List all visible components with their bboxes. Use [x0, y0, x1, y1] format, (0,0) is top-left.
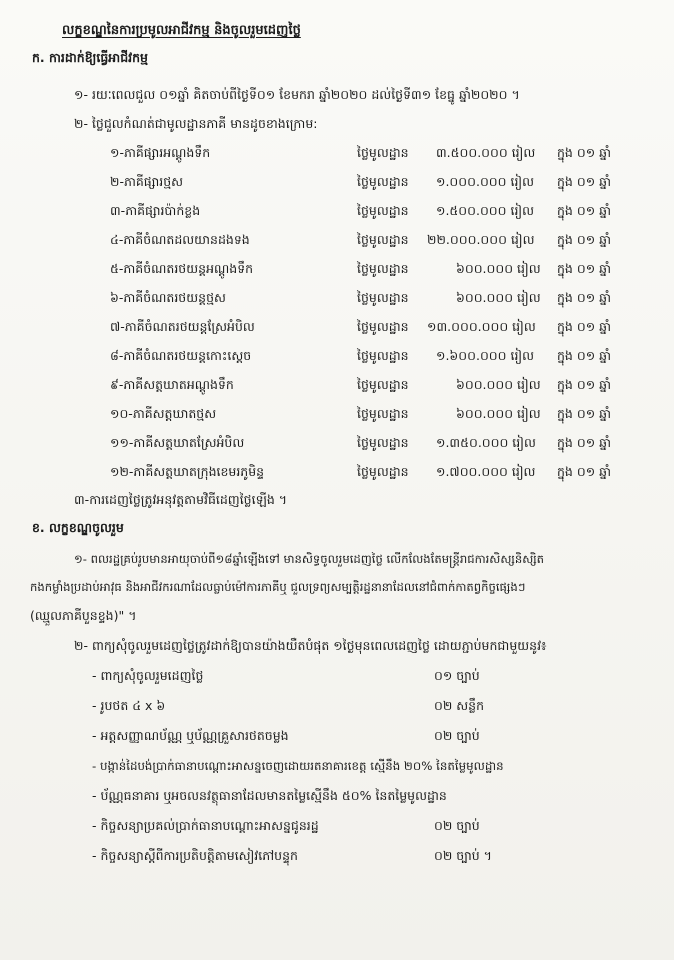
fee-row-period: ក្នុង ០១ ឆ្នាំ — [557, 435, 612, 450]
section-a-item-3: ៣-ការដេញថ្លៃត្រូវអនុវត្តតាមវិធីដេញថ្លៃឡើង ។ — [74, 492, 288, 507]
fee-row — [0, 435, 674, 459]
fee-row-name: ៨-ភាគីចំណតរថយន្តកោះស្តេច — [110, 348, 252, 363]
section-a-item-1: ១- រយៈពេលជួល ០១ឆ្នាំ គិតចាប់ពីថ្ងៃទី០១ ខែមករា ឆ្នាំ២០២០ ដល់ថ្ងៃទី៣១ ខែធ្នូ ឆ្នាំ២០២០ ។ — [74, 87, 520, 102]
fee-row-base-label: ថ្លៃមូលដ្ឋាន — [357, 319, 409, 334]
fee-row — [0, 406, 674, 430]
fee-row — [0, 290, 674, 314]
fee-row-amount: ១.៦០០.០០០ រៀល — [436, 348, 535, 363]
fee-row-base-label: ថ្លៃមូលដ្ឋាន — [357, 377, 409, 392]
fee-row-amount: ១.៣៥០.០០០ រៀល — [436, 435, 536, 450]
requirement-quantity: ០២ ច្បាប់ — [434, 818, 480, 833]
fee-row-period: ក្នុង ០១ ឆ្នាំ — [557, 348, 612, 363]
fee-row-base-label: ថ្លៃមូលដ្ឋាន — [357, 464, 409, 479]
fee-row — [0, 377, 674, 401]
fee-row-period: ក្នុង ០១ ឆ្នាំ — [557, 232, 612, 247]
document-title: លក្ខខណ្ឌនៃការប្រមូលអាជីវកម្ម និងចូលរួមដេញថ្លៃ — [62, 23, 301, 38]
fee-row-name: ១-ភាគីផ្សារអណ្តូងទឹក — [110, 145, 211, 160]
requirement-name: - អត្តសញ្ញាណប័ណ្ណ ឬប័ណ្ណគ្រួសារថតចម្លង — [92, 728, 289, 743]
fee-row — [0, 261, 674, 285]
fee-row-base-label: ថ្លៃមូលដ្ឋាន — [357, 203, 409, 218]
requirement-quantity: ០២ ច្បាប់ — [434, 728, 480, 743]
fee-row — [0, 232, 674, 256]
section-b-item-1-line-1: ១- ពលរដ្ឋគ្រប់រូបមានអាយុចាប់ពី១៨ឆ្នាំឡើងទៅ មានសិទ្ធចូលរួមដេញថ្លៃ លើកលែងតែមន្ត្រីរាជការសិស្សនិស្សិត — [74, 552, 545, 566]
requirement-name: - កិច្ចសន្យាប្រគល់ប្រាក់ធានាបណ្តោះអាសន្នជូនរដ្ឋ — [92, 818, 319, 833]
section-a-heading: ក. ការដាក់ឱ្យធ្វើអាជីវកម្ម — [32, 50, 148, 65]
requirement-item — [0, 728, 674, 752]
fee-row-amount: ៦០០.០០០ រៀល — [456, 261, 541, 276]
fee-row-name: ១២-ភាគីសត្តឃាតក្រុងខេមរភូមិន្ទ — [110, 464, 265, 479]
section-b-item-1-line-2: កងកម្លាំងប្រដាប់អាវុធ និងអាជីវករណាដែលធ្លាប់ម៉ៅការភាគីឬ ជួលទ្រព្យសម្បត្តិរដ្ឋនានាដែលនៅជំពាក់កាតព្វកិច្ចផ្សេងៗ — [30, 580, 526, 594]
fee-row-period: ក្នុង ០១ ឆ្នាំ — [557, 377, 612, 392]
fee-row-name: ១១-ភាគីសត្តឃាតស្រែអំបិល — [110, 435, 245, 450]
requirement-name: - កិច្ចសន្យាស្តីពីការប្រតិបត្តិតាមសៀវភៅបន្ទុក — [92, 848, 298, 863]
fee-row-base-label: ថ្លៃមូលដ្ឋាន — [357, 348, 409, 363]
requirement-quantity: ០២ សន្លឹក — [434, 698, 485, 713]
requirement-name: - រូបថត ៤ x ៦ — [92, 698, 166, 713]
fee-row-period: ក្នុង ០១ ឆ្នាំ — [557, 203, 612, 218]
section-b-item-2: ២- ពាក្យសុំចូលរួមដេញថ្លៃត្រូវដាក់ឱ្យបានយ៉ាងយឺតបំផុត ១ថ្ងៃមុនពេលដេញថ្លៃ ដោយភ្ជាប់មកជាមួយនូវ៖ — [74, 638, 547, 653]
fee-row — [0, 319, 674, 343]
requirement-item — [0, 698, 674, 722]
requirement-item — [0, 758, 674, 782]
requirement-name: - បង្កាន់ដៃបង់ប្រាក់ធានាបណ្តោះអាសន្នចេញដោយរតនាគារខេត្ត ស្មើនឹង ២០% នៃតម្លៃមូលដ្ឋាន — [92, 759, 504, 773]
requirement-name: - ពាក្យសុំចូលរួមដេញថ្លៃ — [92, 668, 204, 683]
fee-row-base-label: ថ្លៃមូលដ្ឋាន — [357, 261, 409, 276]
section-b-heading: ខ. លក្ខខណ្ឌចូលរួម — [32, 520, 124, 535]
fee-row-name: ២-ភាគីផ្សារថ្មស — [110, 174, 184, 189]
fee-row-amount: ១៣.០០០.០០០ រៀល — [427, 319, 536, 334]
fee-row-amount: ២២.០០០.០០០ រៀល — [427, 232, 535, 247]
fee-row-name: ៥-ភាគីចំណតរថយន្តអណ្តូងទឹក — [110, 261, 254, 276]
requirement-item — [0, 848, 674, 872]
fee-row-name: ៣-ភាគីផ្សារប៉ាក់ខ្លង — [110, 203, 201, 218]
fee-row-period: ក្នុង ០១ ឆ្នាំ — [557, 261, 612, 276]
fee-row-name: ៩-ភាគីសត្តឃាតអណ្តូងទឹក — [110, 377, 234, 392]
fee-row-period: ក្នុង ០១ ឆ្នាំ — [557, 290, 612, 305]
fee-row-period: ក្នុង ០១ ឆ្នាំ — [557, 174, 612, 189]
requirement-quantity: ០១ ច្បាប់ — [434, 668, 480, 683]
requirement-quantity: ០២ ច្បាប់ ។ — [434, 848, 492, 863]
fee-row — [0, 464, 674, 488]
fee-row-base-label: ថ្លៃមូលដ្ឋាន — [357, 435, 409, 450]
fee-row-amount: ១.៥០០.០០០ រៀល — [436, 203, 535, 218]
fee-row — [0, 145, 674, 169]
section-a-item-2: ២- ថ្លៃជួលកំណត់ជាមូលដ្ឋានភាគី មានដូចខាងក្រោម: — [74, 116, 318, 131]
fee-row — [0, 348, 674, 372]
fee-row-name: ៧-ភាគីចំណតរថយន្តស្រែអំបិល — [110, 319, 255, 334]
fee-row-base-label: ថ្លៃមូលដ្ឋាន — [357, 232, 409, 247]
fee-row-amount: ៦០០.០០០ រៀល — [456, 290, 541, 305]
fee-row-name: ១០-ភាគីសត្តឃាតថ្មស — [110, 406, 217, 421]
fee-row-amount: ១.០០០.០០០ រៀល — [436, 174, 535, 189]
fee-row — [0, 203, 674, 227]
requirement-name: - ប័ណ្ណធនាគារ ឬអចលនវត្ថុធានាដែលមានតម្លៃស្មើនឹង ៥០% នៃតម្លៃមូលដ្ឋាន — [92, 788, 447, 803]
fee-row-base-label: ថ្លៃមូលដ្ឋាន — [357, 290, 409, 305]
section-b-item-1-line-3: (ឈ្មួលភាគីបួនខ្ទង)" ។ — [30, 608, 137, 623]
fee-row-period: ក្នុង ០១ ឆ្នាំ — [557, 464, 612, 479]
requirement-item — [0, 818, 674, 842]
fee-row-period: ក្នុង ០១ ឆ្នាំ — [557, 319, 612, 334]
fee-row-base-label: ថ្លៃមូលដ្ឋាន — [357, 406, 409, 421]
fee-row-name: ៦-ភាគីចំណតរថយន្តថ្មស — [110, 290, 226, 305]
requirement-item — [0, 668, 674, 692]
fee-row-amount: ៦០០.០០០ រៀល — [456, 377, 541, 392]
fee-row-period: ក្នុង ០១ ឆ្នាំ — [557, 145, 612, 160]
fee-row-base-label: ថ្លៃមូលដ្ឋាន — [357, 174, 409, 189]
fee-row-amount: ៦០០.០០០ រៀល — [456, 406, 541, 421]
fee-row-amount: ១.៧០០.០០០ រៀល — [436, 464, 536, 479]
fee-row — [0, 174, 674, 198]
fee-row-period: ក្នុង ០១ ឆ្នាំ — [557, 406, 612, 421]
fee-row-name: ៤-ភាគីចំណតដលយានដងទង — [110, 232, 250, 247]
fee-row-amount: ៣.៥០០.០០០ រៀល — [436, 145, 536, 160]
requirement-item — [0, 788, 674, 812]
fee-row-base-label: ថ្លៃមូលដ្ឋាន — [357, 145, 409, 160]
